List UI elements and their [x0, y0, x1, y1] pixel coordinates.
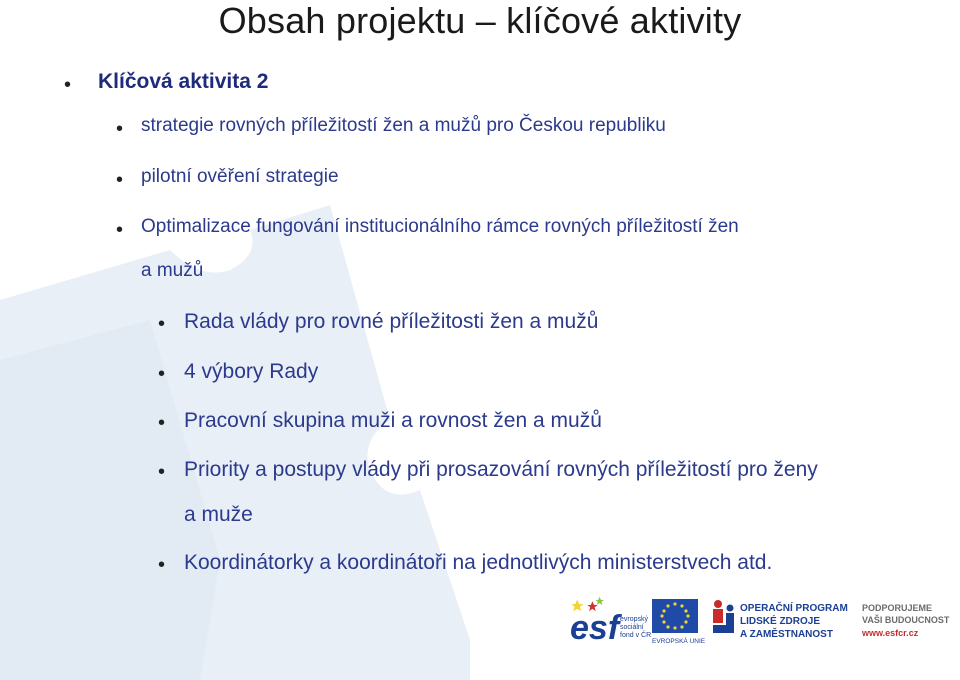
bullet-icon: •	[158, 313, 166, 335]
list-item: Optimalizace fungování institucionálního rámce rovných příležitostí žen	[141, 216, 739, 237]
support-line-1: PODPORUJEME	[862, 603, 933, 613]
bullet-icon: •	[116, 219, 124, 241]
list-item: Koordinátorky a koordinátoři na jednotlivých ministerstvech atd.	[184, 551, 773, 574]
esf-line-2: sociální	[620, 624, 644, 631]
list-item: Rada vlády pro rovné příležitosti žen a mužů	[184, 310, 599, 333]
list-item-continuation: a mužů	[141, 260, 204, 281]
list-item: Pracovní skupina muži a rovnost žen a mužů	[184, 409, 602, 432]
support-slogan	[861, 603, 950, 638]
bullet-icon: •	[116, 118, 124, 140]
bullet-icon: •	[116, 169, 124, 191]
bullet-icon: •	[64, 74, 72, 96]
esf-url: www.esfcr.cz	[862, 628, 919, 638]
bullet-icon: •	[158, 363, 166, 385]
list-item: 4 výbory Rady	[184, 360, 319, 383]
list-item: Klíčová aktivita 2	[98, 70, 269, 93]
op-line-1: OPERAČNÍ PROGRAM	[740, 603, 848, 614]
op-lzz-logo	[713, 600, 848, 640]
page-title: Obsah projektu – klíčové aktivity	[218, 0, 742, 41]
bullet-icon: •	[158, 554, 166, 576]
list-item: Priority a postupy vlády při prosazování rovných příležitostí pro ženy	[184, 458, 818, 481]
esf-line-1: evropský	[620, 616, 649, 623]
list-item: pilotní ověření strategie	[141, 166, 339, 187]
esf-line-3: fond v ČR	[620, 632, 652, 639]
support-line-2: VAŠI BUDOUCNOST	[862, 615, 950, 625]
list-item-continuation: a muže	[184, 503, 253, 526]
eu-label: EVROPSKÁ UNIE	[652, 638, 706, 645]
esf-logo	[570, 597, 651, 647]
eu-flag-logo	[652, 599, 706, 645]
bullet-icon: •	[158, 412, 166, 434]
op-people-icon	[713, 600, 734, 633]
list-item: strategie rovných příležitostí žen a mužů pro Českou republiku	[141, 115, 666, 136]
esf-mark: esf	[570, 609, 620, 647]
bullet-icon: •	[158, 461, 166, 483]
op-line-3: A ZAMĚSTNANOST	[740, 629, 833, 640]
op-line-2: LIDSKÉ ZDROJE	[740, 616, 821, 627]
footer-logos	[566, 595, 960, 647]
